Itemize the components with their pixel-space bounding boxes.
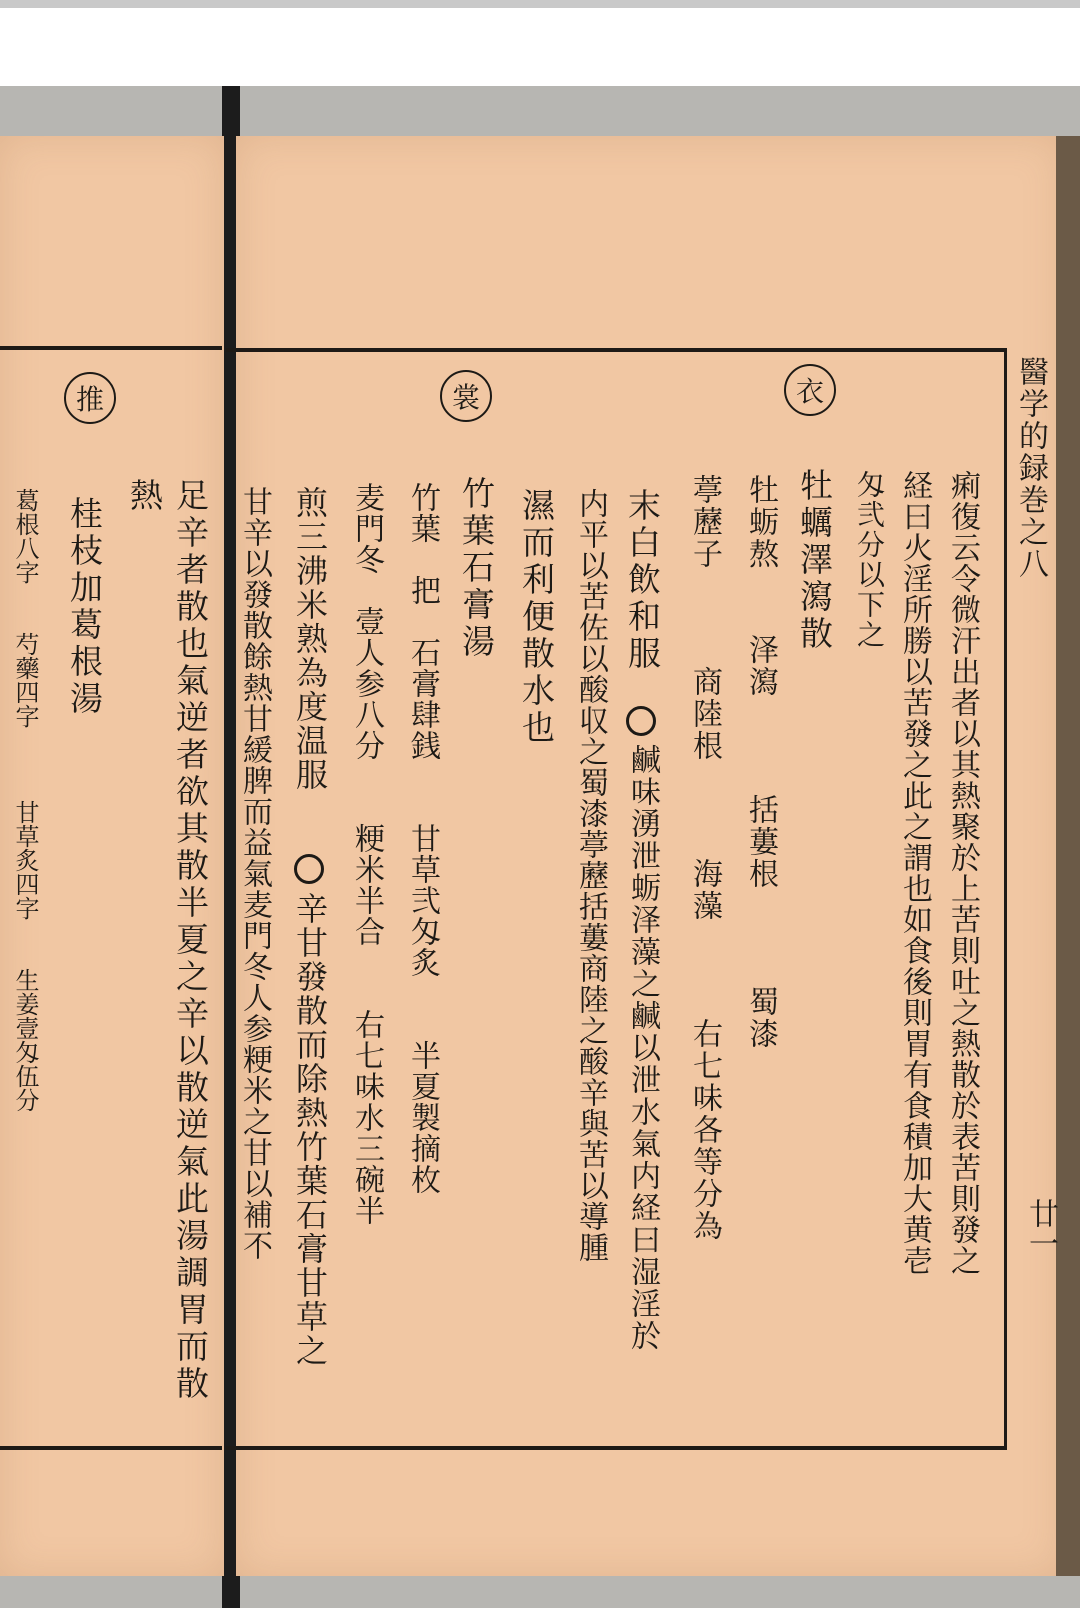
text-column-1: 痢復云令微汗出者以其熱聚於上苦則吐之熱散於表苦則發之 (945, 470, 980, 1276)
left-ingredients: 葛根八字 芍藥四字 甘草炙四字 生姜壹匁伍分 (11, 488, 39, 1112)
page-edge (1056, 136, 1080, 1576)
right-frame-edge (1004, 348, 1007, 1450)
ingredients-3: 竹葉 把 石膏肆銭 甘草弐匁炙 半夏製摘枚 (405, 482, 440, 1195)
text-column-16: 甘辛以發散餘熱甘緩脾而益氣麦門冬人参粳米之甘以補不 (237, 486, 272, 1261)
top-strip (0, 0, 1080, 8)
page-number: 廿一 (1023, 1198, 1058, 1258)
text-column-14: 煎三沸米熟為度温服 (291, 486, 329, 792)
left-top-rule (0, 346, 222, 350)
left-formula-title: 桂枝加葛根湯 (65, 496, 104, 718)
ingredients-2: 葶藶子 商陸根 海藻 右七味各等分為 (687, 474, 722, 1242)
text-column-15: 辛甘發散而除熱竹葉石膏甘草之 (291, 892, 329, 1368)
left-text-column-1: 足辛者散也氣逆者欲其散半夏之辛以散逆氣此湯調胃而散 (171, 478, 210, 1403)
formula-title-1: 牡蠣澤瀉散 (795, 468, 834, 653)
text-column-8: 鹹味湧泄蛎泽藻之鹹以泄水氣内経曰湿淫於 (625, 744, 660, 1352)
left-text-column-2: 熱 (125, 478, 164, 515)
ingredients-1: 牡蛎熬 泽瀉 括蔞根 蜀漆 (743, 474, 778, 1050)
text-column-3: 匁弐分以下之 (853, 470, 886, 650)
text-column-7: 末白飲和服 (623, 488, 662, 673)
text-column-2: 経曰火淫所勝以苦發之此之謂也如食後則胃有食積加大黄壱 (897, 470, 932, 1276)
text-column-9: 内平以苦佐以酸収之蜀漆葶藶括蔞商陸之酸辛與苦以導腫 (573, 488, 608, 1263)
circle-separator-2 (294, 854, 324, 884)
circle-separator-1 (626, 706, 656, 736)
right-top-rule (226, 348, 1006, 352)
formula-title-2: 竹葉石膏湯 (457, 476, 496, 661)
ingredients-4: 麦門冬 壹人参八分 粳米半合 右七味水三碗半 (349, 482, 384, 1226)
text-column-10: 濕而利便散水也 (517, 488, 556, 747)
left-bottom-rule (0, 1446, 222, 1450)
chapter-header: 醫学的録巻之八 (1013, 356, 1048, 580)
right-circle-mark-2: 裳 (440, 370, 492, 422)
right-bottom-rule (226, 1446, 1006, 1450)
right-circle-mark-1: 衣 (784, 364, 836, 416)
left-circle-mark: 推 (64, 372, 116, 424)
